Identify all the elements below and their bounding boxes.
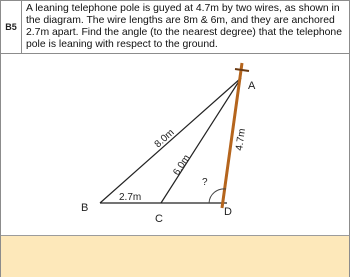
point-d-label: D bbox=[224, 206, 232, 218]
wire-short-length: 6.0m bbox=[171, 152, 193, 178]
question-text: A leaning telephone pole is guyed at 4.7m by two wires, as shown in the diagram. The wire lengths are 8m & 6m, and they are anchored 2.7m apart. Find the angle (to the nearest degree) that the telephone pole is leaning with respect to the ground. bbox=[26, 3, 342, 50]
anchor-gap-length: 2.7m bbox=[119, 192, 142, 203]
diagram bbox=[1, 54, 349, 235]
triangle-diagram bbox=[1, 54, 349, 235]
point-b-label: B bbox=[81, 202, 89, 214]
point-a-label: A bbox=[248, 80, 256, 92]
pole-length: 4.7m bbox=[234, 127, 249, 152]
wire-short bbox=[161, 78, 241, 203]
answer-box[interactable] bbox=[1, 235, 349, 277]
unknown-angle-label: ? bbox=[202, 177, 208, 188]
wire-long-length: 8.0m bbox=[152, 127, 177, 151]
point-c-label: C bbox=[155, 213, 163, 225]
question-header bbox=[1, 1, 349, 54]
pole-crossbar bbox=[235, 69, 249, 71]
question-label: B5 bbox=[1, 1, 22, 53]
